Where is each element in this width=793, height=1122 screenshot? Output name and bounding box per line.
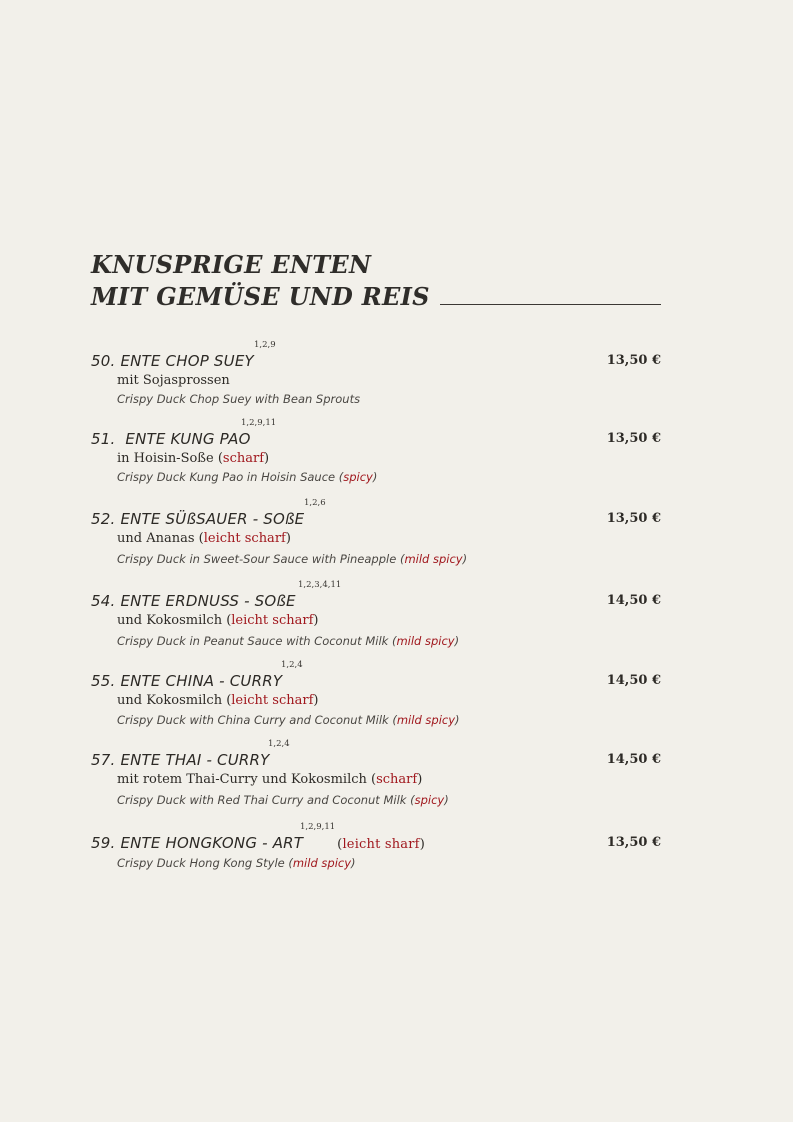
item-price: 14,50 € [606, 593, 661, 608]
desc-en-end: ) [462, 552, 468, 566]
heading-line-2: MIT GEMÜSE UND REIS [91, 282, 430, 311]
desc-de-text: und Kokosmilch ( [117, 693, 232, 708]
spicy-label-de: leicht scharf [231, 693, 314, 708]
item-name: ENTE HONGKONG - ART [120, 834, 304, 852]
spicy-label-de: leicht scharf [203, 531, 286, 546]
menu-item-59 [91, 822, 661, 872]
menu-item-54 [91, 580, 661, 650]
desc-de-end: ) [417, 772, 423, 787]
item-title-row [91, 580, 661, 612]
desc-en-end: ) [454, 634, 460, 648]
item-description-de [117, 692, 661, 710]
section-heading [91, 249, 661, 313]
item-price: 14,50 € [606, 673, 661, 688]
spicy-label-en: mild spicy [396, 713, 456, 727]
item-title-row [91, 340, 661, 372]
item-title [91, 510, 304, 528]
item-number: 54. [91, 592, 116, 610]
item-description-en [117, 791, 661, 809]
spicy-label-inline: leicht sharf [342, 837, 420, 852]
desc-en-end: ) [351, 856, 356, 870]
spicy-label-en: mild spicy [396, 634, 455, 648]
item-description-en [117, 854, 661, 872]
desc-de-text: in Hoisin-Soße ( [117, 451, 223, 466]
desc-en-text: Crispy Duck Hong Kong Style ( [117, 856, 293, 870]
heading-line-2-row [91, 281, 661, 313]
item-price: 13,50 € [606, 431, 661, 446]
desc-en-text: Crispy Duck in Sweet-Sour Sauce with Pineapple ( [117, 552, 405, 566]
item-price: 13,50 € [606, 353, 661, 368]
spicy-label-en: mild spicy [404, 552, 463, 566]
spicy-label-de: scharf [222, 451, 265, 466]
item-description-en [117, 468, 661, 486]
item-description-de [117, 530, 661, 548]
desc-en-text: Crispy Duck in Peanut Sauce with Coconut Milk ( [117, 634, 397, 648]
item-description-de [117, 771, 661, 789]
item-title [91, 672, 282, 690]
desc-en-text: Crispy Duck with Red Thai Curry and Coconut Milk ( [117, 793, 415, 807]
desc-de-end: ) [264, 451, 270, 466]
desc-de-end: ) [313, 613, 319, 628]
spicy-label-en: spicy [414, 793, 445, 807]
item-allergens: 1,2,9 [254, 340, 276, 350]
desc-de-end: ) [313, 693, 319, 708]
item-name: ENTE ERDNUSS - SOßE [120, 592, 296, 610]
heading-rule [440, 304, 661, 305]
item-allergens: 1,2,6 [304, 498, 326, 508]
menu-item-52 [91, 498, 661, 568]
item-title [91, 352, 254, 370]
item-allergens: 1,2,3,4,11 [298, 580, 342, 590]
menu-item-51 [91, 418, 661, 486]
desc-en-end: ) [455, 713, 460, 727]
item-description-de [117, 450, 661, 468]
heading-line-1: KNUSPRIGE ENTEN [91, 250, 372, 279]
item-number: 52. [91, 510, 116, 528]
item-name: ENTE CHOP SUEY [120, 352, 254, 370]
spicy-label-en: spicy [343, 470, 373, 484]
spicy-label-en: mild spicy [292, 856, 352, 870]
menu-item-55 [91, 660, 661, 729]
item-description-en [117, 550, 661, 568]
inline-note-close: ) [419, 837, 425, 852]
desc-de-end: ) [285, 531, 291, 546]
item-title [91, 751, 269, 769]
item-inline-note [337, 837, 425, 852]
item-name: ENTE KUNG PAO [125, 430, 251, 448]
spicy-label-de: scharf [376, 772, 418, 787]
item-title [91, 592, 296, 610]
item-title-row [91, 418, 661, 450]
desc-de-text: mit rotem Thai-Curry und Kokosmilch ( [117, 772, 377, 787]
item-name: ENTE CHINA - CURRY [120, 672, 283, 690]
item-number: 51. [91, 430, 116, 448]
item-price: 13,50 € [606, 835, 661, 850]
desc-en-text: Crispy Duck Kung Pao in Hoisin Sauce ( [117, 470, 344, 484]
item-price: 13,50 € [606, 511, 661, 526]
desc-en-end: ) [444, 793, 449, 807]
item-allergens: 1,2,4 [268, 739, 290, 749]
desc-en-end: ) [372, 470, 378, 484]
menu-item-50 [91, 340, 661, 408]
item-description-en: Crispy Duck Chop Suey with Bean Sprouts [117, 392, 361, 406]
item-number: 50. [91, 352, 116, 370]
item-title [91, 834, 425, 852]
item-allergens: 1,2,4 [281, 660, 303, 670]
item-number: 55. [91, 672, 116, 690]
item-description-en [117, 711, 661, 729]
item-description-de: mit Sojasprossen [117, 373, 230, 388]
item-title [91, 430, 251, 448]
item-description-en [117, 632, 661, 650]
item-price: 14,50 € [606, 752, 661, 767]
item-name: ENTE SÜßSAUER - SOßE [120, 510, 305, 528]
desc-de-text: und Kokosmilch ( [117, 613, 232, 628]
item-number: 59. [91, 834, 116, 852]
inline-note-open: ( [337, 837, 343, 852]
desc-en-text: Crispy Duck with China Curry and Coconut Milk ( [117, 713, 397, 727]
item-title-row [91, 498, 661, 530]
menu-item-57 [91, 739, 661, 809]
item-title-row [91, 739, 661, 771]
item-allergens: 1,2,9,11 [241, 418, 277, 428]
item-name: ENTE THAI - CURRY [120, 751, 270, 769]
spicy-label-de: leicht scharf [231, 613, 314, 628]
item-allergens: 1,2,9,11 [300, 822, 336, 832]
item-number: 57. [91, 751, 116, 769]
item-description-de [117, 612, 661, 630]
desc-de-text: und Ananas ( [117, 531, 204, 546]
item-title-row [91, 822, 661, 854]
item-title-row [91, 660, 661, 692]
